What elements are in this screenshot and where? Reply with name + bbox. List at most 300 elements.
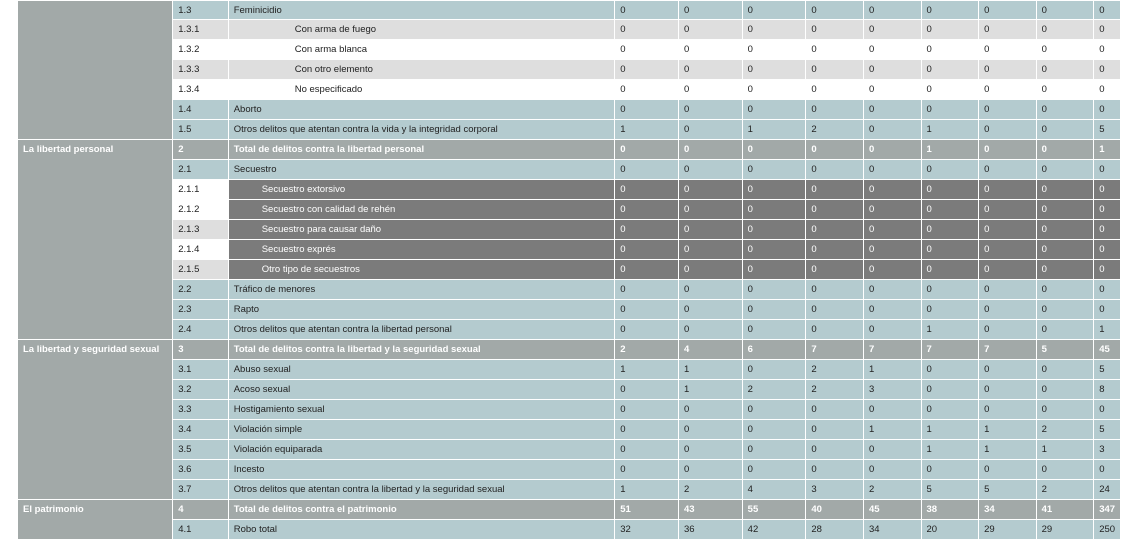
value-cell: 0 [742,260,806,280]
total-value-cell: 0 [1094,1,1121,20]
value-cell: 0 [921,460,979,480]
value-cell: 42 [742,520,806,540]
total-value-cell: 347 [1094,500,1121,520]
value-cell: 0 [678,400,742,420]
value-cell: 0 [742,40,806,60]
value-cell: 0 [1036,80,1094,100]
value-cell: 1 [678,380,742,400]
value-cell: 0 [678,420,742,440]
value-cell: 0 [1036,240,1094,260]
description-cell: Otros delitos que atentan contra la vida y la integridad corporal [228,120,615,140]
value-cell: 0 [921,100,979,120]
value-cell: 0 [1036,320,1094,340]
value-cell: 0 [921,160,979,180]
value-cell: 2 [742,380,806,400]
value-cell: 1 [979,420,1037,440]
table-row [18,160,1121,180]
value-cell: 3 [863,380,921,400]
description-cell: Secuestro extorsivo [228,180,615,200]
description-cell: Total de delitos contra el patrimonio [228,500,615,520]
value-cell: 0 [806,180,864,200]
value-cell: 0 [615,1,679,20]
value-cell: 2 [863,480,921,500]
value-cell: 0 [806,400,864,420]
value-cell: 0 [863,320,921,340]
value-cell: 0 [806,320,864,340]
value-cell: 0 [678,80,742,100]
value-cell: 0 [806,200,864,220]
value-cell: 1 [615,480,679,500]
value-cell: 1 [615,360,679,380]
total-value-cell: 3 [1094,440,1121,460]
value-cell: 0 [863,60,921,80]
value-cell: 1 [615,120,679,140]
value-cell: 0 [742,320,806,340]
value-cell: 1 [863,360,921,380]
value-cell: 0 [863,200,921,220]
value-cell: 7 [806,340,864,360]
description-cell: No especificado [228,80,615,100]
value-cell: 0 [979,360,1037,380]
value-cell: 0 [1036,360,1094,380]
value-cell: 0 [1036,220,1094,240]
value-cell: 0 [863,220,921,240]
code-cell: 3.3 [173,400,229,420]
value-cell: 0 [1036,20,1094,40]
value-cell: 0 [921,40,979,60]
value-cell: 0 [1036,380,1094,400]
table-row [18,120,1121,140]
value-cell: 34 [863,520,921,540]
value-cell: 1 [921,120,979,140]
code-cell: 1.3.2 [173,40,229,60]
value-cell: 0 [742,200,806,220]
code-cell: 2.1.4 [173,240,229,260]
value-cell: 0 [806,1,864,20]
value-cell: 0 [678,280,742,300]
value-cell: 0 [615,200,679,220]
total-value-cell: 0 [1094,460,1121,480]
description-cell: Violación equiparada [228,440,615,460]
description-cell: Con otro elemento [228,60,615,80]
total-value-cell: 0 [1094,180,1121,200]
value-cell: 0 [1036,180,1094,200]
description-cell: Aborto [228,100,615,120]
value-cell: 0 [615,220,679,240]
value-cell: 0 [863,240,921,260]
value-cell: 20 [921,520,979,540]
code-cell: 2.1.1 [173,180,229,200]
table-row [18,420,1121,440]
code-cell: 2.2 [173,280,229,300]
value-cell: 2 [806,120,864,140]
value-cell: 0 [678,60,742,80]
value-cell: 0 [863,440,921,460]
table-row [18,1,1121,20]
description-cell: Secuestro [228,160,615,180]
value-cell: 0 [742,80,806,100]
code-cell: 3 [173,340,229,360]
description-cell: Secuestro con calidad de rehén [228,200,615,220]
code-cell: 3.2 [173,380,229,400]
total-value-cell: 0 [1094,280,1121,300]
value-cell: 0 [806,60,864,80]
value-cell: 0 [863,120,921,140]
value-cell: 2 [678,480,742,500]
category-cell [18,1,173,140]
value-cell: 0 [921,60,979,80]
value-cell: 36 [678,520,742,540]
total-value-cell: 0 [1094,300,1121,320]
value-cell: 0 [1036,140,1094,160]
code-cell: 3.7 [173,480,229,500]
value-cell: 0 [678,140,742,160]
code-cell: 3.5 [173,440,229,460]
total-value-cell: 0 [1094,240,1121,260]
description-cell: Violación simple [228,420,615,440]
value-cell: 0 [921,260,979,280]
value-cell: 0 [1036,160,1094,180]
table-row [18,380,1121,400]
value-cell: 0 [806,80,864,100]
total-value-cell: 0 [1094,200,1121,220]
value-cell: 0 [806,460,864,480]
value-cell: 7 [979,340,1037,360]
value-cell: 5 [921,480,979,500]
value-cell: 0 [1036,280,1094,300]
value-cell: 0 [615,460,679,480]
value-cell: 0 [806,260,864,280]
value-cell: 0 [742,100,806,120]
value-cell: 2 [1036,420,1094,440]
value-cell: 0 [678,260,742,280]
value-cell: 0 [742,220,806,240]
table-row [18,180,1121,200]
table-row [18,140,1121,160]
code-cell: 3.4 [173,420,229,440]
value-cell: 0 [678,200,742,220]
value-cell: 0 [863,300,921,320]
table-row [18,460,1121,480]
total-value-cell: 250 [1094,520,1121,540]
value-cell: 0 [678,300,742,320]
table-row [18,440,1121,460]
table-row [18,480,1121,500]
value-cell: 0 [742,60,806,80]
description-cell: Otros delitos que atentan contra la libertad y la seguridad sexual [228,480,615,500]
value-cell: 40 [806,500,864,520]
value-cell: 0 [615,400,679,420]
value-cell: 1 [678,360,742,380]
value-cell: 0 [678,240,742,260]
value-cell: 0 [742,360,806,380]
table-row [18,220,1121,240]
category-cell: El patrimonio [18,500,173,540]
value-cell: 34 [979,500,1037,520]
value-cell: 0 [921,300,979,320]
value-cell: 0 [979,180,1037,200]
value-cell: 0 [615,80,679,100]
value-cell: 1 [742,120,806,140]
value-cell: 2 [806,360,864,380]
value-cell: 0 [979,160,1037,180]
value-cell: 0 [979,60,1037,80]
value-cell: 2 [615,340,679,360]
value-cell: 0 [863,180,921,200]
code-cell: 2.1.3 [173,220,229,240]
description-cell: Total de delitos contra la libertad y la seguridad sexual [228,340,615,360]
total-value-cell: 0 [1094,400,1121,420]
value-cell: 0 [921,360,979,380]
value-cell: 5 [1036,340,1094,360]
value-cell: 7 [863,340,921,360]
value-cell: 0 [742,240,806,260]
value-cell: 38 [921,500,979,520]
value-cell: 0 [806,160,864,180]
value-cell: 0 [615,300,679,320]
value-cell: 0 [863,280,921,300]
code-cell: 3.6 [173,460,229,480]
value-cell: 0 [979,140,1037,160]
value-cell: 0 [863,260,921,280]
table-row [18,240,1121,260]
value-cell: 0 [863,160,921,180]
value-cell: 0 [979,100,1037,120]
code-cell: 2.4 [173,320,229,340]
value-cell: 0 [863,20,921,40]
value-cell: 5 [979,480,1037,500]
table-row [18,260,1121,280]
category-cell: La libertad personal [18,140,173,340]
value-cell: 6 [742,340,806,360]
value-cell: 0 [615,20,679,40]
value-cell: 0 [1036,120,1094,140]
total-value-cell: 0 [1094,60,1121,80]
code-cell: 2.3 [173,300,229,320]
value-cell: 29 [1036,520,1094,540]
value-cell: 0 [979,240,1037,260]
value-cell: 0 [615,260,679,280]
value-cell: 41 [1036,500,1094,520]
value-cell: 0 [615,100,679,120]
value-cell: 0 [678,320,742,340]
code-cell: 4.1 [173,520,229,540]
description-cell: Con arma blanca [228,40,615,60]
table-row [18,340,1121,360]
value-cell: 0 [979,20,1037,40]
total-value-cell: 5 [1094,360,1121,380]
value-cell: 0 [742,440,806,460]
total-value-cell: 5 [1094,420,1121,440]
table-row [18,40,1121,60]
value-cell: 0 [742,1,806,20]
value-cell: 0 [615,240,679,260]
value-cell: 0 [1036,1,1094,20]
description-cell: Acoso sexual [228,380,615,400]
value-cell: 32 [615,520,679,540]
value-cell: 0 [1036,60,1094,80]
total-value-cell: 0 [1094,20,1121,40]
value-cell: 0 [615,440,679,460]
value-cell: 0 [615,160,679,180]
value-cell: 0 [678,160,742,180]
value-cell: 29 [979,520,1037,540]
value-cell: 0 [678,440,742,460]
total-value-cell: 0 [1094,100,1121,120]
value-cell: 0 [921,220,979,240]
value-cell: 0 [863,40,921,60]
value-cell: 0 [615,420,679,440]
code-cell: 3.1 [173,360,229,380]
value-cell: 55 [742,500,806,520]
value-cell: 7 [921,340,979,360]
code-cell: 2.1 [173,160,229,180]
description-cell: Otros delitos que atentan contra la libertad personal [228,320,615,340]
value-cell: 0 [742,460,806,480]
table-row [18,520,1121,540]
code-cell: 4 [173,500,229,520]
value-cell: 0 [921,240,979,260]
value-cell: 1 [921,420,979,440]
value-cell: 45 [863,500,921,520]
value-cell: 0 [742,180,806,200]
value-cell: 0 [921,20,979,40]
value-cell: 0 [1036,300,1094,320]
table-body [18,1,1121,540]
value-cell: 0 [863,1,921,20]
table-row [18,280,1121,300]
value-cell: 1 [921,140,979,160]
value-cell: 0 [979,200,1037,220]
value-cell: 0 [1036,40,1094,60]
table-row [18,500,1121,520]
value-cell: 0 [921,180,979,200]
total-value-cell: 45 [1094,340,1121,360]
table-row [18,300,1121,320]
value-cell: 0 [615,180,679,200]
value-cell: 0 [806,440,864,460]
value-cell: 0 [678,20,742,40]
value-cell: 0 [678,220,742,240]
value-cell: 0 [979,80,1037,100]
total-value-cell: 0 [1094,160,1121,180]
total-value-cell: 0 [1094,260,1121,280]
table-row [18,20,1121,40]
value-cell: 0 [806,220,864,240]
category-cell: La libertad y seguridad sexual [18,340,173,500]
value-cell: 43 [678,500,742,520]
value-cell: 0 [1036,200,1094,220]
value-cell: 0 [979,260,1037,280]
description-cell: Hostigamiento sexual [228,400,615,420]
table-row [18,360,1121,380]
value-cell: 0 [863,80,921,100]
description-cell: Secuestro exprés [228,240,615,260]
value-cell: 0 [806,100,864,120]
value-cell: 0 [979,380,1037,400]
value-cell: 2 [806,380,864,400]
value-cell: 0 [979,460,1037,480]
value-cell: 0 [615,40,679,60]
value-cell: 0 [979,320,1037,340]
value-cell: 0 [979,280,1037,300]
value-cell: 0 [806,40,864,60]
code-cell: 1.5 [173,120,229,140]
description-cell: Secuestro para causar daño [228,220,615,240]
value-cell: 0 [742,140,806,160]
value-cell: 0 [806,140,864,160]
value-cell: 1 [979,440,1037,460]
value-cell: 1 [921,440,979,460]
value-cell: 0 [742,20,806,40]
value-cell: 0 [615,380,679,400]
total-value-cell: 24 [1094,480,1121,500]
value-cell: 0 [742,280,806,300]
value-cell: 0 [742,400,806,420]
value-cell: 0 [1036,100,1094,120]
value-cell: 0 [921,200,979,220]
code-cell: 1.4 [173,100,229,120]
value-cell: 0 [921,280,979,300]
value-cell: 4 [678,340,742,360]
total-value-cell: 1 [1094,140,1121,160]
value-cell: 2 [1036,480,1094,500]
description-cell: Feminicidio [228,1,615,20]
value-cell: 0 [678,100,742,120]
value-cell: 0 [615,320,679,340]
description-cell: Tráfico de menores [228,280,615,300]
crime-statistics-table [17,0,1121,540]
total-value-cell: 8 [1094,380,1121,400]
value-cell: 0 [806,300,864,320]
description-cell: Total de delitos contra la libertad personal [228,140,615,160]
value-cell: 0 [742,300,806,320]
code-cell: 2 [173,140,229,160]
value-cell: 0 [806,20,864,40]
value-cell: 0 [806,420,864,440]
value-cell: 0 [979,40,1037,60]
total-value-cell: 0 [1094,80,1121,100]
code-cell: 1.3.1 [173,20,229,40]
description-cell: Abuso sexual [228,360,615,380]
value-cell: 0 [678,120,742,140]
table-row [18,100,1121,120]
value-cell: 0 [1036,260,1094,280]
value-cell: 0 [806,240,864,260]
table-row [18,200,1121,220]
description-cell: Robo total [228,520,615,540]
value-cell: 0 [921,380,979,400]
code-cell: 2.1.2 [173,200,229,220]
total-value-cell: 0 [1094,40,1121,60]
value-cell: 0 [921,80,979,100]
value-cell: 0 [979,1,1037,20]
description-cell: Incesto [228,460,615,480]
value-cell: 0 [863,460,921,480]
code-cell: 1.3.3 [173,60,229,80]
value-cell: 0 [921,1,979,20]
value-cell: 0 [742,420,806,440]
value-cell: 0 [1036,460,1094,480]
value-cell: 0 [806,280,864,300]
value-cell: 0 [1036,400,1094,420]
total-value-cell: 0 [1094,220,1121,240]
value-cell: 0 [678,40,742,60]
value-cell: 0 [742,160,806,180]
value-cell: 0 [979,400,1037,420]
value-cell: 1 [863,420,921,440]
value-cell: 0 [979,120,1037,140]
